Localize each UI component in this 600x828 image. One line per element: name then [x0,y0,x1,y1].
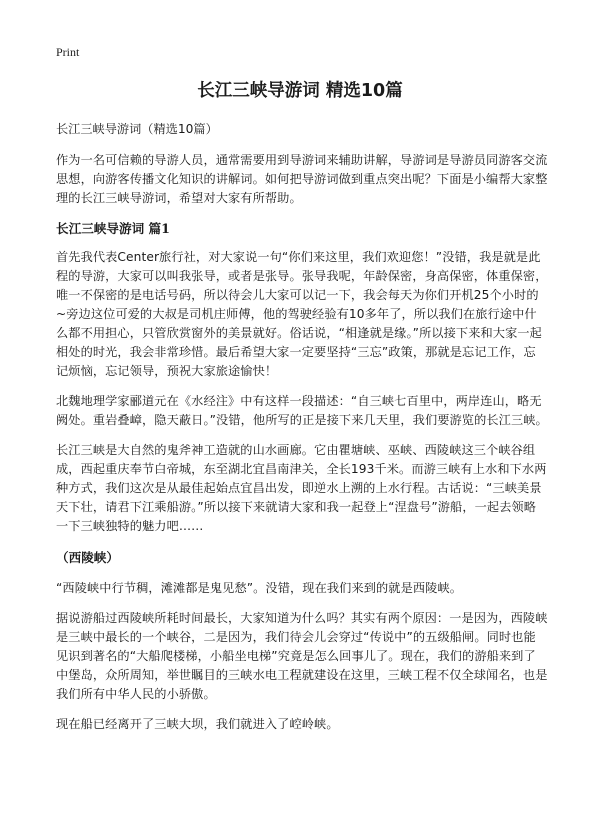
subsection-heading-xilingxia: （西陵峡） [56,550,119,565]
paragraph: 据说游船过西陵峡所耗时间最长，大家知道为什么吗？其实有两个原因：一是因为，西陵峡是三峡中最长的一个峡谷，二是因为，我们待会儿会穿过“传说中”的五级船闸。同时也能见识到著名的“大船爬楼梯，小船坐电梯”究竟是怎么回事儿了。现在，我们的游船来到了中堡岛，众所周知，举世瞩目的三峡水电工程就建设在这里，三峡工程不仅全球闻名，也是我们所有中华人民的小骄傲。 [56,611,548,701]
article-body [56,120,548,745]
paragraph: 现在船已经离开了三峡大坝，我们就进入了崆岭峡。 [56,717,339,731]
paragraph: 北魏地理学家郦道元在《水经注》中有这样一段描述：“自三峡七百里中，两岸连山，略无阙处。重岩叠嶂，隐天蔽日。”没错，他所写的正是接下来几天里，我们要游览的长江三峡。 [56,394,548,427]
paragraph: “西陵峡中行节稠，滩滩都是鬼见愁”。没错，现在我们来到的就是西陵峡。 [56,581,463,595]
article-subtitle: 长江三峡导游词（精选10篇） [56,122,218,136]
page-title: 长江三峡导游词 精选10篇 [197,81,403,101]
paragraph: 首先我代表Center旅行社，对大家说一句“你们来这里，我们欢迎您！”没错，我是就是此程的导游，大家可以叫我张导，或者是张导。张导我呢，年龄保密，身高保密，体重保密，唯一不保密的是电话号码，所以待会儿大家可以记一下，我会每天为你们开机25个小时的~旁边这位可爱的大叔是司机庄师傅，他的驾驶经验有10多年了，所以我们在旅行途中什么都不用担心，只管欣赏窗外的美景就好。俗话说，“相逢就是缘。”所以接下来和大家一起相处的时光，我会非常珍惜。最后希望大家一定要坚持“三忘”政策，那就是忘记工作，忘记烦恼，忘记领导，预祝大家旅途愉快！ [56,250,548,378]
paragraph: 长江三峡是大自然的鬼斧神工造就的山水画廊。它由瞿塘峡、巫峡、西陵峡这三个峡谷组成，西起重庆奉节白帝城，东至湖北宜昌南津关，全长193千米。而游三峡有上水和下水两种方式，我们这次是从最佳起始点宜昌出发，即逆水上溯的上水行程。古话说：“三峡美景天下壮，请君下江乘船游。”所以接下来就请大家和我一起登上“涅盘号”游船，一起去领略一下三峡独特的魅力吧…… [56,443,547,533]
intro-paragraph: 作为一名可信赖的导游人员，通常需要用到导游词来辅助讲解，导游词是导游员同游客交流思想，向游客传播文化知识的讲解词。如何把导游词做到重点突出呢？下面是小编帮大家整理的长江三峡导游词，希望对大家有所帮助。 [56,153,548,205]
print-link[interactable]: Print [56,45,80,59]
section-heading-1: 长江三峡导游词 篇1 [56,221,170,236]
